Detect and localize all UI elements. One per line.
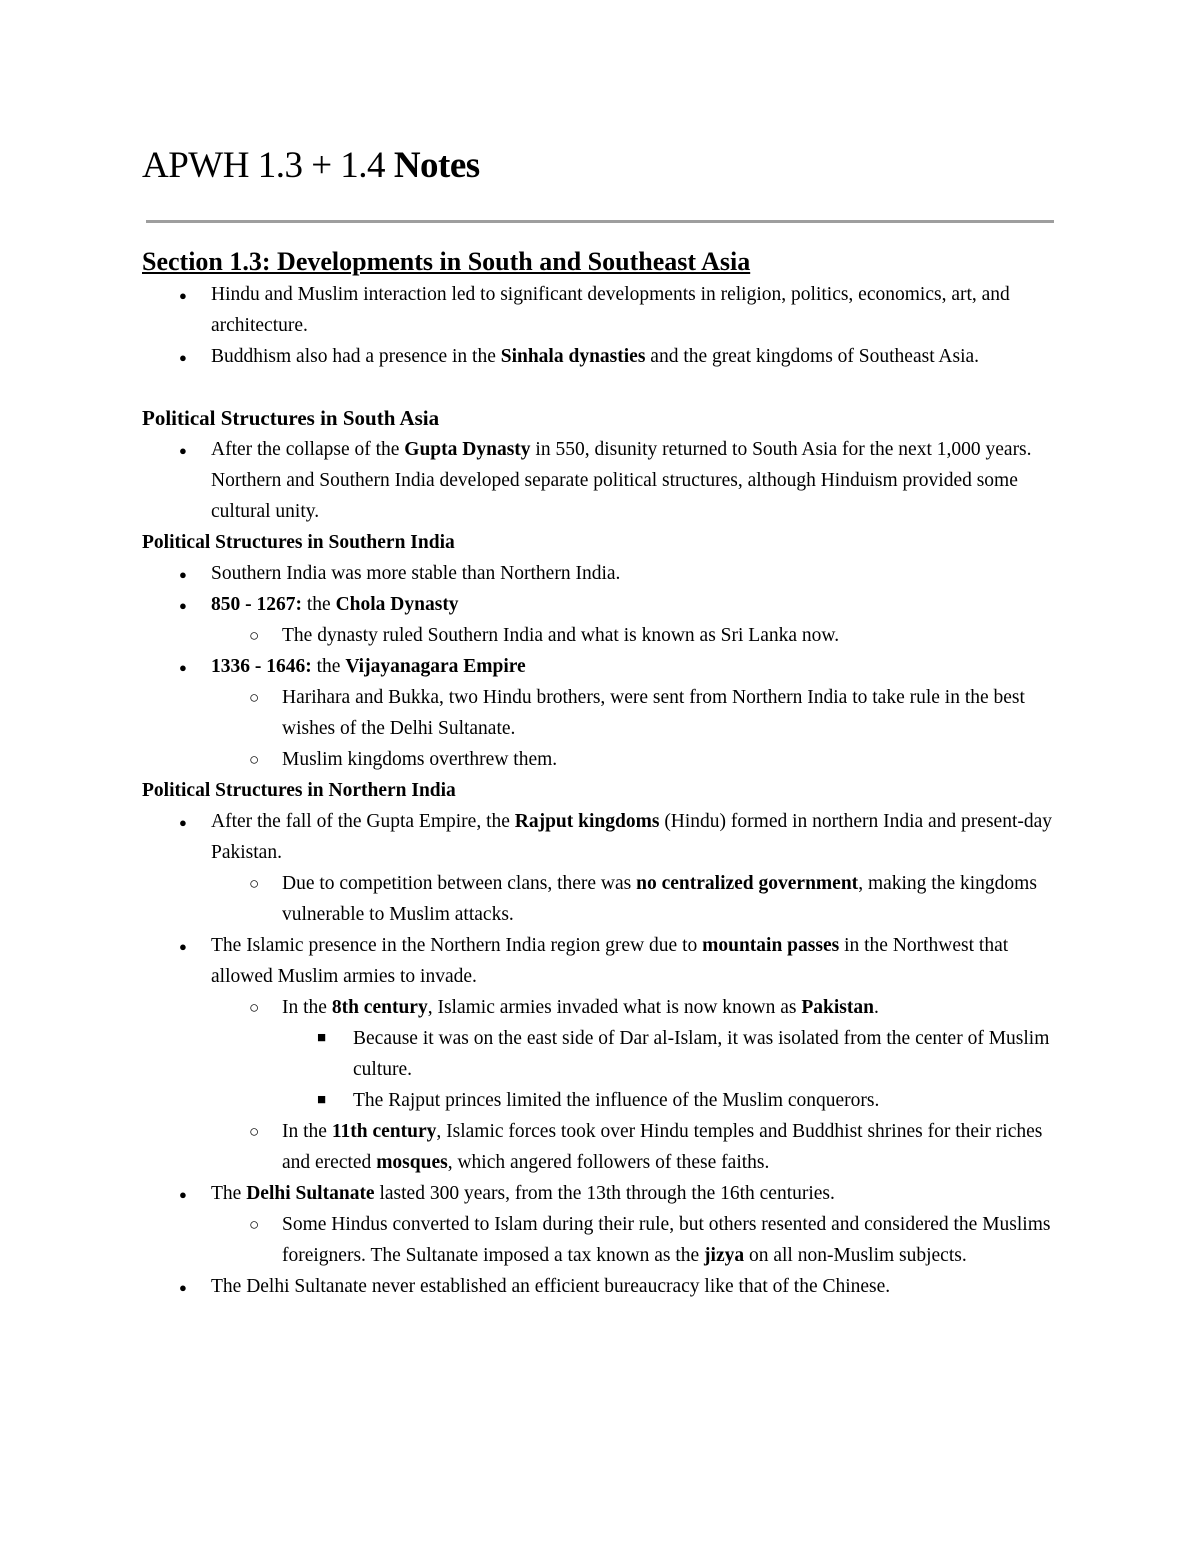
section-heading: Section 1.3: Developments in South and Southeast Asia (142, 247, 751, 276)
list-item: ○ In the 8th century, Islamic armies invaded what is now known as Pakistan. (142, 992, 1057, 1023)
document-page (142, 136, 1057, 1302)
subheading-southern-india: Political Structures in Southern India (142, 532, 455, 553)
list-item: ● Hindu and Muslim interaction led to significant developments in religion, politics, economics, art, and architecture. (142, 279, 1057, 341)
bullet-marker: ● (179, 567, 187, 582)
horizontal-rule (146, 220, 1054, 223)
list-item: ■ Because it was on the east side of Dar al-Islam, it was isolated from the center of Muslim culture. (142, 1023, 1057, 1085)
list-item: ● The Islamic presence in the Northern India region grew due to mountain passes in the Northwest that allowed Muslim armies to invade. (142, 930, 1057, 992)
bullet-marker: ● (179, 939, 187, 954)
southern-india-list (142, 558, 1057, 775)
list-item: ● After the fall of the Gupta Empire, the Rajput kingdoms (Hindu) formed in northern India and present-day Pakistan. (142, 806, 1057, 868)
list-item: ● Southern India was more stable than Northern India. (142, 558, 1057, 589)
bullet-marker: ● (179, 1280, 187, 1295)
circle-marker: ○ (249, 998, 260, 1017)
list-item: ● Buddhism also had a presence in the Sinhala dynasties and the great kingdoms of Southeast Asia. (142, 341, 1057, 372)
circle-marker: ○ (249, 1122, 260, 1141)
list-item: ● 850 - 1267: the Chola Dynasty (142, 589, 1057, 620)
spacer (142, 372, 1057, 403)
list-item: ● 1336 - 1646: the Vijayanagara Empire (142, 651, 1057, 682)
list-item: ○ Due to competition between clans, there was no centralized government, making the kingdoms vulnerable to Muslim attacks. (142, 868, 1057, 930)
circle-marker: ○ (249, 688, 260, 707)
list-item: ■ The Rajput princes limited the influence of the Muslim conquerors. (142, 1085, 1057, 1116)
square-marker: ■ (317, 1092, 327, 1108)
bullet-marker: ● (179, 443, 187, 458)
circle-marker: ○ (249, 1215, 260, 1234)
subheading-south-asia: Political Structures in South Asia (142, 406, 440, 430)
list-item: ● After the collapse of the Gupta Dynasty in 550, disunity returned to South Asia for the next 1,000 years. Northern and Southern India developed separate political structures, although Hinduism provided some cultural unity. (142, 434, 1057, 527)
bullet-marker: ● (179, 1187, 187, 1202)
list-item: ● The Delhi Sultanate never established an efficient bureaucracy like that of the Chinese. (142, 1271, 1057, 1302)
list-item: ○ In the 11th century, Islamic forces took over Hindu temples and Buddhist shrines for their riches and erected mosques, which angered followers of these faiths. (142, 1116, 1057, 1178)
list-item: ● The Delhi Sultanate lasted 300 years, from the 13th through the 16th centuries. (142, 1178, 1057, 1209)
northern-india-list (142, 806, 1057, 1302)
bullet-marker: ● (179, 815, 187, 830)
circle-marker: ○ (249, 750, 260, 769)
subheading-northern-india: Political Structures in Northern India (142, 780, 456, 801)
list-item: ○ Some Hindus converted to Islam during their rule, but others resented and considered the Muslims foreigners. The Sultanate imposed a tax known as the jizya on all non-Muslim subjects. (142, 1209, 1057, 1271)
list-item: ○ Harihara and Bukka, two Hindu brothers, were sent from Northern India to take rule in the best wishes of the Delhi Sultanate. (142, 682, 1057, 744)
circle-marker: ○ (249, 874, 260, 893)
list-item: ○ Muslim kingdoms overthrew them. (142, 744, 1057, 775)
page-title: APWH 1.3 + 1.4 Notes (142, 145, 480, 186)
south-asia-list (142, 434, 1057, 527)
bullet-marker: ● (179, 288, 187, 303)
circle-marker: ○ (249, 626, 260, 645)
bullet-marker: ● (179, 660, 187, 675)
square-marker: ■ (317, 1030, 327, 1046)
bullet-marker: ● (179, 598, 187, 613)
intro-list (142, 279, 1057, 372)
bullet-marker: ● (179, 350, 187, 365)
list-item: ○ The dynasty ruled Southern India and what is known as Sri Lanka now. (142, 620, 1057, 651)
